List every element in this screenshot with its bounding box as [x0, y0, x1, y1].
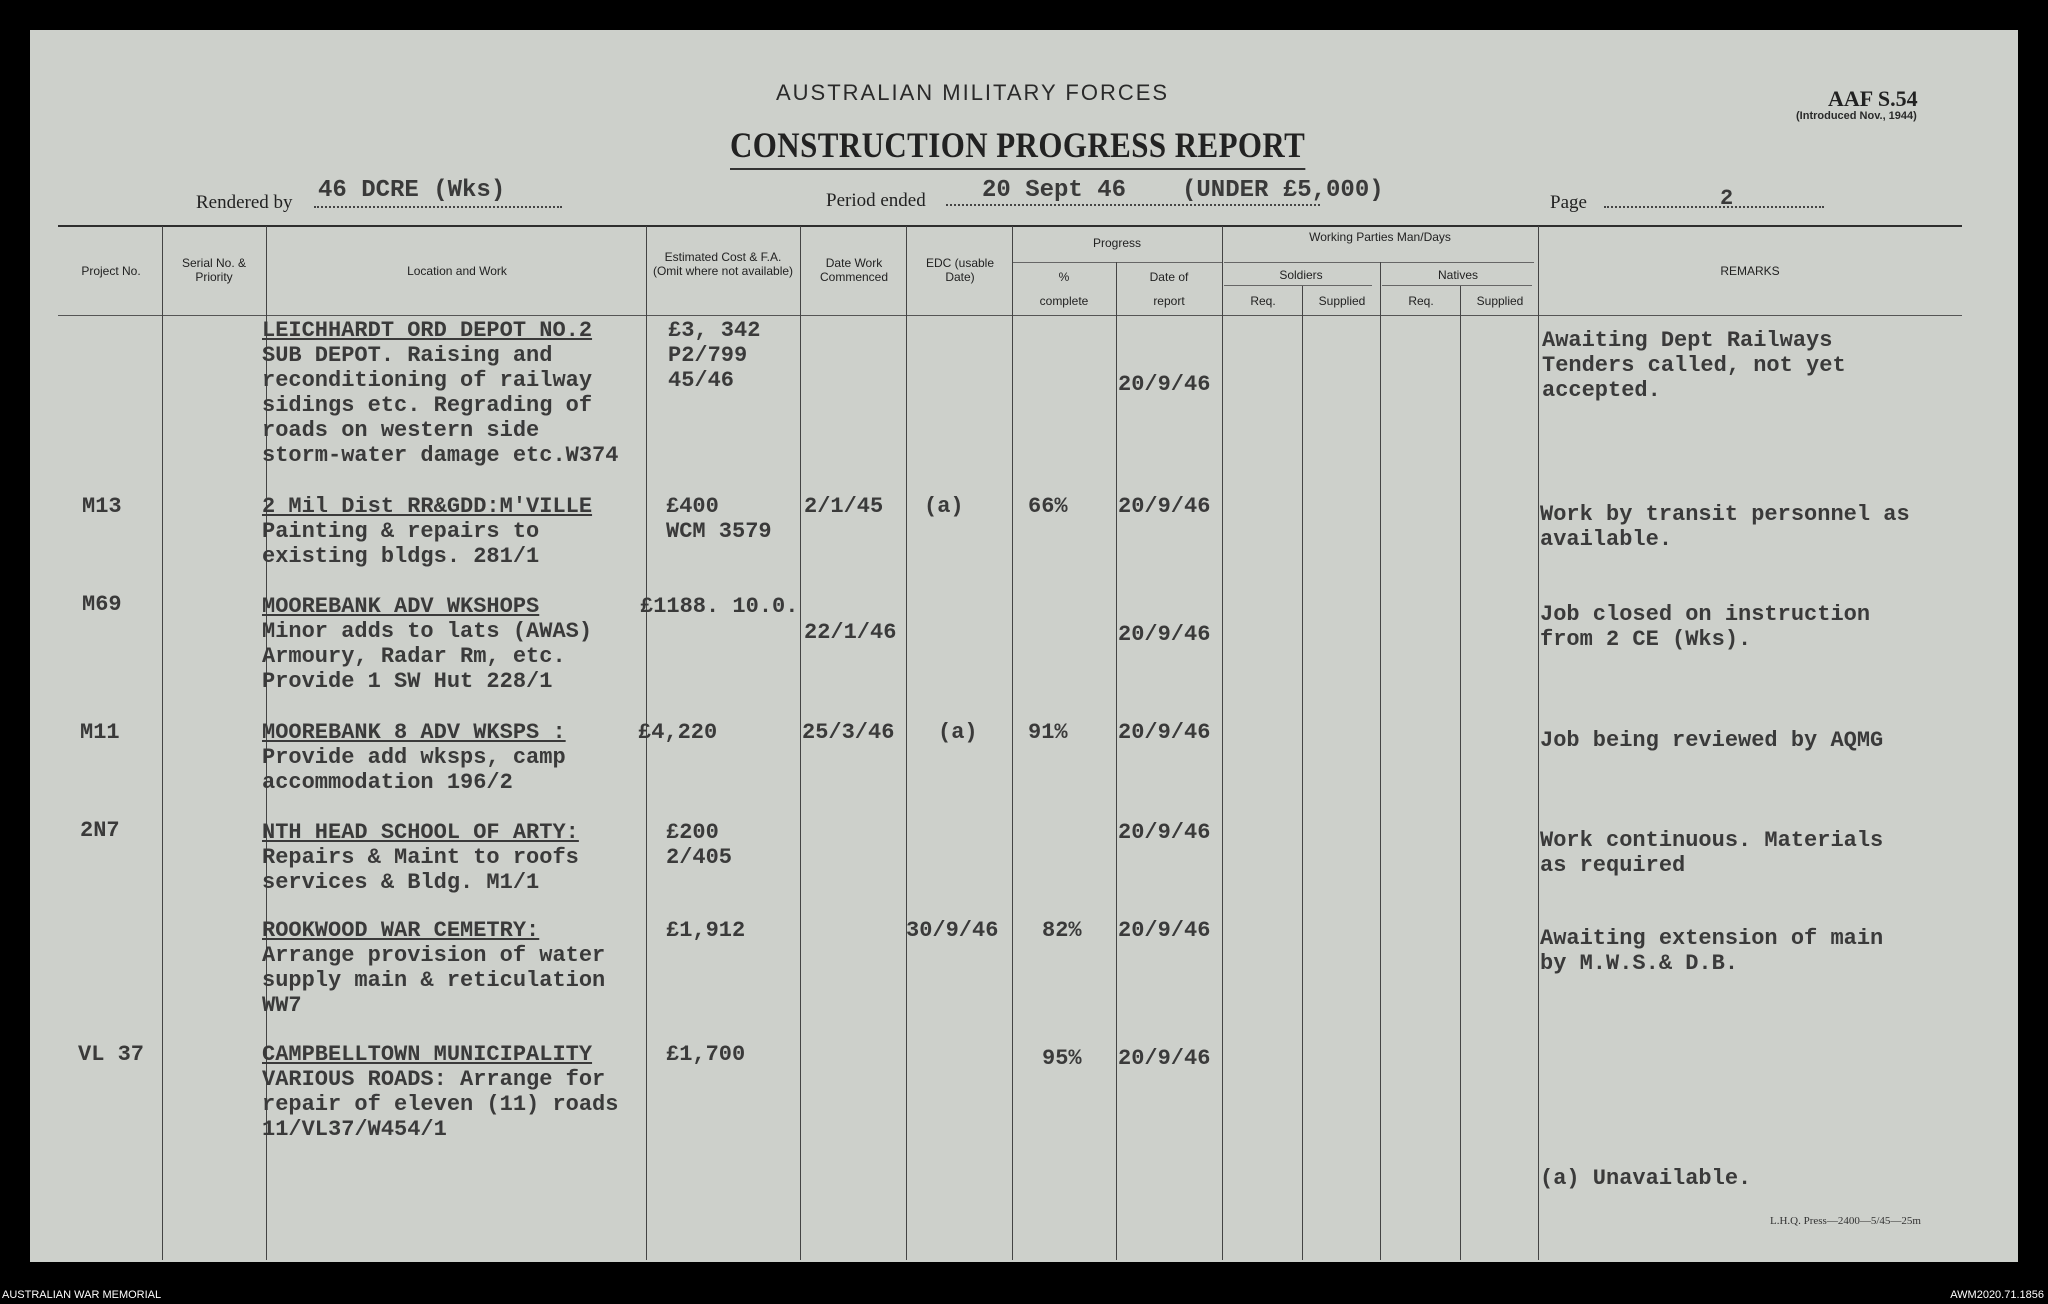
project-cell: M13 — [82, 494, 122, 519]
location-line: existing bldgs. 281/1 — [262, 544, 540, 569]
location-line: Repairs & Maint to roofs — [262, 845, 579, 870]
cost-line: £3, 342 — [668, 318, 761, 343]
table-row — [262, 918, 605, 1018]
location-line: storm-water damage etc.W374 — [262, 443, 619, 468]
remarks-line: Work by transit personnel as — [1540, 502, 1910, 527]
edc-cell: 30/9/46 — [906, 918, 999, 943]
soldiers-subrule — [1224, 285, 1372, 286]
location-line: repair of eleven (11) roads — [262, 1092, 619, 1117]
page-label: Page — [1550, 192, 1587, 213]
form-introduced: (Introduced Nov., 1944) — [1796, 110, 1917, 122]
col-soldiers-supplied: Supplied — [1318, 294, 1366, 308]
cost-line: £200 — [666, 820, 719, 845]
col-complete: complete — [1039, 294, 1089, 308]
location-line: NTH HEAD SCHOOL OF ARTY: — [262, 820, 579, 845]
col-natives-supplied: Supplied — [1476, 294, 1524, 308]
project-cell: M11 — [80, 720, 120, 745]
edc-cell: (a) — [938, 720, 978, 745]
period-note: (UNDER £5,000) — [1182, 177, 1384, 204]
col-date-of: Date of — [1149, 270, 1189, 284]
print-code: L.H.Q. Press—2400—5/45—25m — [1770, 1215, 1921, 1227]
col-divider — [1116, 262, 1117, 1260]
location-line: sidings etc. Regrading of — [262, 393, 593, 418]
location-line: supply main & reticulation — [262, 968, 606, 993]
cost-line: 45/46 — [668, 368, 735, 393]
location-line: SUB DEPOT. Raising and — [262, 343, 553, 368]
location-line: Armoury, Radar Rm, etc. — [262, 644, 566, 669]
remarks-cell — [1540, 828, 1883, 878]
location-line: MOOREBANK 8 ADV WKSPS : — [262, 720, 566, 745]
col-divider — [1538, 226, 1539, 1260]
remarks-cell — [1542, 328, 1846, 403]
page-value: 2 — [1720, 186, 1734, 211]
rendered-by-value: 46 DCRE (Wks) — [318, 177, 506, 204]
col-cost: Estimated Cost & F.A. (Omit where not available) — [652, 250, 794, 278]
col-divider — [1460, 286, 1461, 1260]
location-line: ROOKWOOD WAR CEMETRY: — [262, 918, 540, 943]
col-divider — [1380, 262, 1381, 1260]
pct-cell: 82% — [1042, 918, 1082, 943]
col-divider — [906, 226, 907, 1260]
col-divider — [162, 226, 163, 1260]
location-line: roads on western side — [262, 418, 540, 443]
location-line: Provide add wksps, camp — [262, 745, 566, 770]
pct-cell: 91% — [1028, 720, 1068, 745]
location-line: Minor adds to lats (AWAS) — [262, 619, 593, 644]
location-line: CAMPBELLTOWN MUNICIPALITY — [262, 1042, 593, 1067]
cost-line: £400 — [666, 494, 719, 519]
period-label: Period ended — [826, 190, 926, 211]
location-line: Arrange provision of water — [262, 943, 606, 968]
rendered-by-label: Rendered by — [196, 192, 293, 213]
pct-cell: 95% — [1042, 1046, 1082, 1071]
col-natives-req: Req. — [1408, 294, 1434, 308]
org-heading: AUSTRALIAN MILITARY FORCES — [776, 80, 1170, 105]
location-line: MOOREBANK ADV WKSHOPS — [262, 594, 540, 619]
form-id: AAF S.54 — [1828, 86, 1918, 111]
col-commenced: Date Work Commenced — [819, 256, 889, 284]
col-project: Project No. — [81, 264, 141, 278]
project-cell: VL 37 — [78, 1042, 145, 1067]
date-report-cell: 20/9/46 — [1118, 918, 1211, 943]
table-row — [262, 820, 579, 895]
table-row — [262, 1042, 618, 1142]
remarks-line: by M.W.S.& D.B. — [1540, 951, 1739, 976]
progress-subrule — [1012, 262, 1222, 263]
pct-cell: 66% — [1028, 494, 1068, 519]
location-line: Painting & repairs to — [262, 519, 540, 544]
remarks-line: Tenders called, not yet — [1542, 353, 1846, 378]
wp-subrule — [1224, 262, 1534, 263]
col-soldiers: Soldiers — [1279, 268, 1323, 282]
col-remarks: REMARKS — [1720, 264, 1780, 278]
location-line: 2 Mil Dist RR&GDD:M'VILLE — [262, 494, 593, 519]
table-row — [262, 318, 618, 468]
col-divider — [1012, 226, 1013, 1260]
table-row — [262, 594, 592, 694]
cost-line: 2/405 — [666, 845, 733, 870]
col-divider — [1222, 226, 1223, 1260]
cost-cell: £1,912 — [666, 918, 746, 943]
location-line: services & Bldg. M1/1 — [262, 870, 540, 895]
period-value: 20 Sept 46 — [982, 177, 1127, 204]
remarks-cell — [1540, 926, 1883, 976]
table-top-rule — [58, 225, 1962, 227]
location-line: LEICHHARDT ORD DEPOT NO.2 — [262, 318, 593, 343]
location-line: accommodation 196/2 — [262, 770, 513, 795]
date-report-cell: 20/9/46 — [1118, 494, 1211, 519]
col-location: Location and Work — [407, 264, 507, 278]
date-report-cell: 20/9/46 — [1118, 372, 1211, 397]
table-header-rule — [58, 315, 1962, 316]
location-line: 11/VL37/W454/1 — [262, 1117, 447, 1142]
natives-subrule — [1382, 285, 1532, 286]
col-divider — [1302, 286, 1303, 1260]
cost-cell — [668, 318, 760, 393]
remarks-line: Awaiting Dept Railways — [1542, 328, 1833, 353]
remarks-cell — [1540, 602, 1870, 652]
location-line: VARIOUS ROADS: Arrange for — [262, 1067, 606, 1092]
page-dots — [1604, 206, 1824, 208]
edc-cell: (a) — [924, 494, 964, 519]
cost-cell: £1188. 10.0. — [640, 594, 799, 619]
col-progress: Progress — [1092, 236, 1142, 250]
col-serial: Serial No. & Priority — [181, 256, 247, 284]
project-cell: 2N7 — [80, 818, 120, 843]
remarks-line: accepted. — [1542, 378, 1661, 403]
location-line: WW7 — [262, 993, 302, 1018]
report-title: CONSTRUCTION PROGRESS REPORT — [730, 124, 1305, 170]
commenced-cell: 25/3/46 — [802, 720, 895, 745]
date-report-cell: 20/9/46 — [1118, 820, 1211, 845]
table-row — [262, 720, 566, 795]
col-soldiers-req: Req. — [1250, 294, 1276, 308]
remarks-line: as required — [1540, 853, 1686, 878]
remarks-line: from 2 CE (Wks). — [1540, 627, 1752, 652]
location-line: reconditioning of railway — [262, 368, 593, 393]
rendered-by-dots — [314, 206, 562, 208]
date-report-cell: 20/9/46 — [1118, 622, 1211, 647]
cost-cell: £4,220 — [638, 720, 718, 745]
col-report: report — [1153, 294, 1185, 308]
remarks-line: Work continuous. Materials — [1540, 828, 1884, 853]
footnote: (a) Unavailable. — [1540, 1166, 1752, 1191]
remarks-line: available. — [1540, 527, 1673, 552]
cost-cell: £1,700 — [666, 1042, 746, 1067]
archive-id: AWM2020.71.1856 — [1950, 1289, 2044, 1301]
col-natives: Natives — [1437, 268, 1478, 282]
commenced-cell: 2/1/45 — [804, 494, 884, 519]
cost-line: WCM 3579 — [666, 519, 772, 544]
location-line: Provide 1 SW Hut 228/1 — [262, 669, 553, 694]
period-dots — [946, 204, 1320, 206]
date-report-cell: 20/9/46 — [1118, 1046, 1211, 1071]
col-divider — [800, 226, 801, 1260]
cost-line: P2/799 — [668, 343, 748, 368]
table-row — [262, 494, 592, 569]
cost-cell — [666, 494, 772, 544]
cost-cell — [666, 820, 732, 870]
remarks-cell — [1540, 502, 1910, 552]
col-working-parties: Working Parties Man/Days — [1309, 230, 1451, 244]
date-report-cell: 20/9/46 — [1118, 720, 1211, 745]
col-pct: % — [1058, 270, 1070, 284]
project-cell: M69 — [82, 592, 122, 617]
col-edc: EDC (usable Date) — [925, 256, 995, 284]
remarks-line: Awaiting extension of main — [1540, 926, 1884, 951]
remarks-cell: Job being reviewed by AQMG — [1540, 728, 1884, 753]
archive-credit: AUSTRALIAN WAR MEMORIAL — [2, 1289, 162, 1301]
commenced-cell: 22/1/46 — [804, 620, 897, 645]
remarks-line: Job closed on instruction — [1540, 602, 1871, 627]
